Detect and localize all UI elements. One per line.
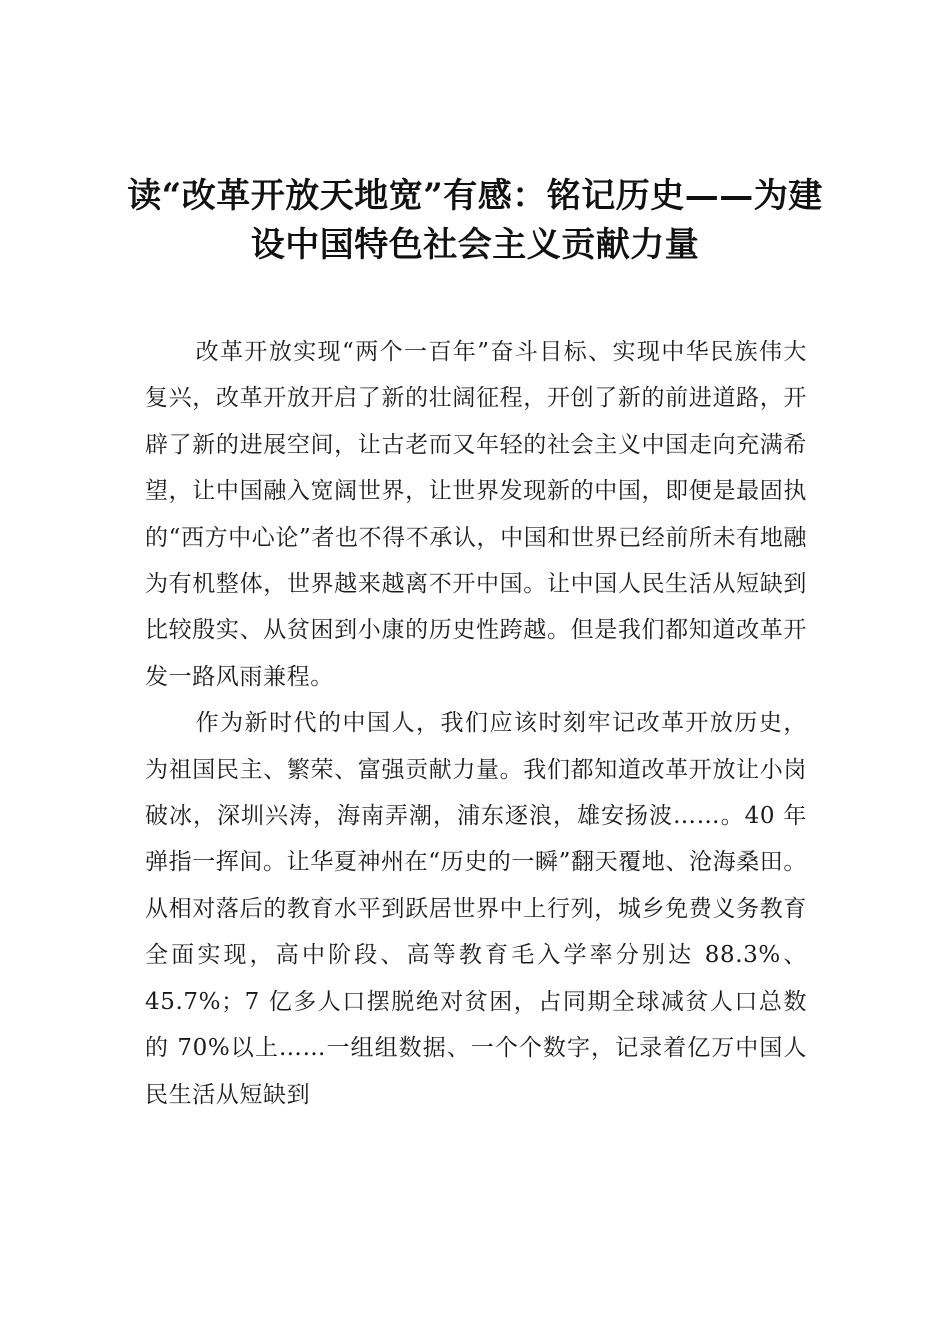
paragraph: 改革开放实现“两个一百年”奋斗目标、实现中华民族伟大复兴，改革开放开启了新的壮阔征程，开创了新的前进道路，开辟了新的进展空间，让古老而又年轻的社会主义中国走向充满希望，让中国融入宽阔世界，让世界发现新的中国，即便是最固执的“西方中心论”者也不得不承认，中国和世界已经前所未有地融为有机整体，世界越来越离不开中国。让中国人民生活从短缺到比较殷实、从贫困到小康的历史性跨越。但是我们都知道改革开发一路风雨兼程。: [145, 339, 807, 690]
document-title: 读“改革开放天地宽”有感：铭记历史——为建设中国特色社会主义贡献力量: [127, 176, 823, 265]
paragraph: 作为新时代的中国人，我们应该时刻牢记改革开放历史，为祖国民主、繁荣、富强贡献力量。我们都知道改革开放让小岗破冰，深圳兴涛，海南弄潮，浦东逐浪，雄安扬波……。40 年弹指一挥间。让华夏神州在“历史的一瞬”翻天覆地、沧海桑田。 从相对落后的教育水平到跃居世界中上行列，城乡免费义务教育全面实现，高中阶段、高等教育毛入学率分别达 88.3%、45.7%；7 亿多人口摆脱绝对贫困，占同期全球减贫人口总数的 70%以上……一组组数据、一个个数字，记录着亿万中国人民生活从短缺到: [145, 710, 807, 1108]
document-body: [145, 329, 807, 1118]
